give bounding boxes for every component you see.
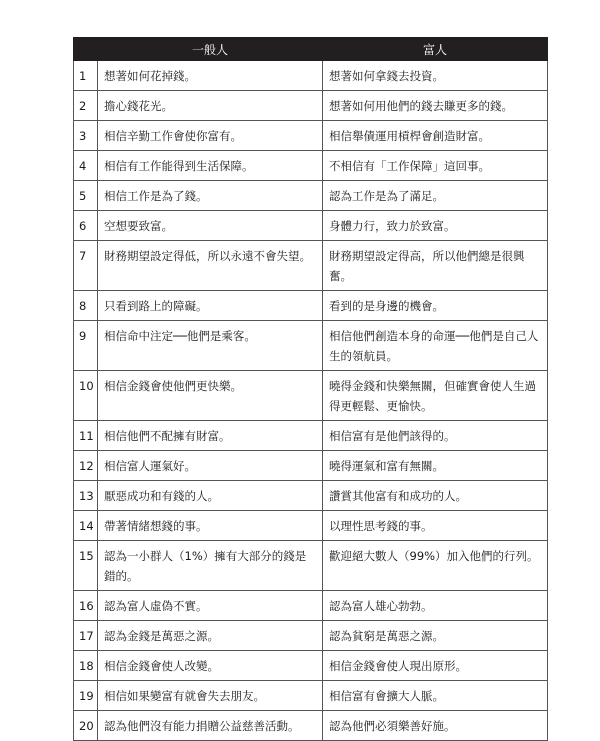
header-number — [74, 38, 98, 61]
ordinary-belief-cell: 相信金錢會使他們更快樂。 — [98, 371, 323, 421]
table-row — [74, 651, 548, 681]
row-number-cell: 2 — [74, 91, 98, 121]
row-number-cell: 4 — [74, 151, 98, 181]
ordinary-belief-cell: 帶著情緒想錢的事。 — [98, 511, 323, 541]
ordinary-belief-cell: 相信富人運氣好。 — [98, 451, 323, 481]
table-row — [74, 451, 548, 481]
rich-belief-cell: 讚賞其他富有和成功的人。 — [323, 481, 548, 511]
ordinary-belief-cell: 相信工作是為了錢。 — [98, 181, 323, 211]
rich-belief-cell: 身體力行，致力於致富。 — [323, 211, 548, 241]
rich-belief-cell: 以理性思考錢的事。 — [323, 511, 548, 541]
table-row — [74, 121, 548, 151]
ordinary-belief-cell: 厭惡成功和有錢的人。 — [98, 481, 323, 511]
table-row — [74, 241, 548, 291]
table-row — [74, 61, 548, 91]
ordinary-belief-cell: 財務期望設定得低，所以永遠不會失望。 — [98, 241, 323, 291]
rich-belief-cell: 看到的是身邊的機會。 — [323, 291, 548, 321]
row-number-cell: 6 — [74, 211, 98, 241]
ordinary-belief-cell: 相信如果變富有就會失去朋友。 — [98, 681, 323, 711]
row-number-cell: 11 — [74, 421, 98, 451]
rich-belief-cell: 相信舉債運用槓桿會創造財富。 — [323, 121, 548, 151]
rich-belief-cell: 曉得運氣和富有無關。 — [323, 451, 548, 481]
rich-belief-cell: 相信金錢會使人現出原形。 — [323, 651, 548, 681]
table-row — [74, 481, 548, 511]
rich-belief-cell: 認為工作是為了滿足。 — [323, 181, 548, 211]
table-row — [74, 321, 548, 371]
rich-belief-cell: 不相信有「工作保障」這回事。 — [323, 151, 548, 181]
ordinary-belief-cell: 認為他們沒有能力捐贈公益慈善活動。 — [98, 711, 323, 741]
rich-belief-cell: 相信富有會擴大人脈。 — [323, 681, 548, 711]
header-rich-people: 富人 — [323, 38, 548, 61]
table-row — [74, 151, 548, 181]
table-row — [74, 591, 548, 621]
row-number-cell: 10 — [74, 371, 98, 421]
ordinary-belief-cell: 相信辛勤工作會使你富有。 — [98, 121, 323, 151]
ordinary-belief-cell: 認為金錢是萬惡之源。 — [98, 621, 323, 651]
rich-belief-cell: 相信他們創造本身的命運──他們是自己人生的領航員。 — [323, 321, 548, 371]
table-row — [74, 621, 548, 651]
table-row — [74, 211, 548, 241]
table-body — [74, 61, 548, 741]
ordinary-belief-cell: 想著如何花掉錢。 — [98, 61, 323, 91]
rich-belief-cell: 認為富人雄心勃勃。 — [323, 591, 548, 621]
table-row — [74, 181, 548, 211]
ordinary-belief-cell: 相信他們不配擁有財富。 — [98, 421, 323, 451]
rich-belief-cell: 歡迎絕大數人（99%）加入他們的行列。 — [323, 541, 548, 591]
rich-belief-cell: 認為貧窮是萬惡之源。 — [323, 621, 548, 651]
row-number-cell: 7 — [74, 241, 98, 291]
row-number-cell: 15 — [74, 541, 98, 591]
table-row — [74, 421, 548, 451]
row-number-cell: 8 — [74, 291, 98, 321]
row-number-cell: 5 — [74, 181, 98, 211]
row-number-cell: 13 — [74, 481, 98, 511]
ordinary-belief-cell: 相信命中注定──他們是乘客。 — [98, 321, 323, 371]
table-row — [74, 681, 548, 711]
row-number-cell: 14 — [74, 511, 98, 541]
row-number-cell: 19 — [74, 681, 98, 711]
rich-belief-cell: 相信富有是他們該得的。 — [323, 421, 548, 451]
table-row — [74, 511, 548, 541]
ordinary-belief-cell: 只看到路上的障礙。 — [98, 291, 323, 321]
row-number-cell: 16 — [74, 591, 98, 621]
table-row — [74, 91, 548, 121]
comparison-table — [73, 37, 548, 741]
row-number-cell: 20 — [74, 711, 98, 741]
table-row — [74, 291, 548, 321]
table-row — [74, 541, 548, 591]
table-row — [74, 371, 548, 421]
row-number-cell: 1 — [74, 61, 98, 91]
ordinary-belief-cell: 認為富人虛偽不實。 — [98, 591, 323, 621]
rich-belief-cell: 想著如何拿錢去投資。 — [323, 61, 548, 91]
ordinary-belief-cell: 空想要致富。 — [98, 211, 323, 241]
header-ordinary-people: 一般人 — [98, 38, 323, 61]
ordinary-belief-cell: 認為一小群人（1%）擁有大部分的錢是錯的。 — [98, 541, 323, 591]
row-number-cell: 17 — [74, 621, 98, 651]
rich-belief-cell: 財務期望設定得高，所以他們總是很興奮。 — [323, 241, 548, 291]
ordinary-belief-cell: 相信金錢會使人改變。 — [98, 651, 323, 681]
row-number-cell: 3 — [74, 121, 98, 151]
table-row — [74, 711, 548, 741]
ordinary-belief-cell: 擔心錢花光。 — [98, 91, 323, 121]
row-number-cell: 9 — [74, 321, 98, 371]
row-number-cell: 12 — [74, 451, 98, 481]
rich-belief-cell: 認為他們必須樂善好施。 — [323, 711, 548, 741]
ordinary-belief-cell: 相信有工作能得到生活保障。 — [98, 151, 323, 181]
row-number-cell: 18 — [74, 651, 98, 681]
rich-belief-cell: 想著如何用他們的錢去賺更多的錢。 — [323, 91, 548, 121]
table-header-row — [74, 38, 548, 61]
rich-belief-cell: 曉得金錢和快樂無關，但確實會使人生過得更輕鬆、更愉快。 — [323, 371, 548, 421]
